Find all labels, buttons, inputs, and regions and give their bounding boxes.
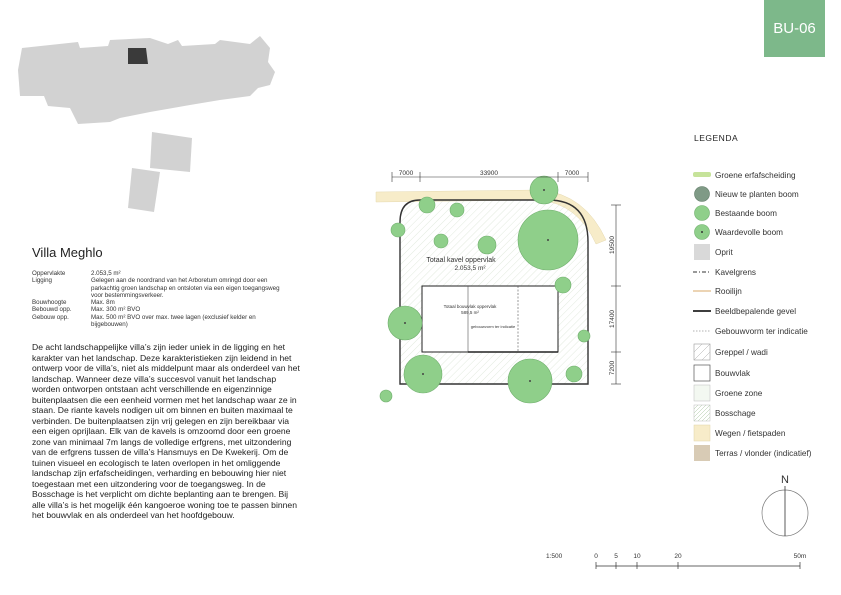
- property-label: Gebouw opp.: [32, 313, 69, 321]
- legend-label: Rooilijn: [715, 286, 742, 296]
- legend-label: Groene erfafscheiding: [715, 170, 796, 180]
- property-label: Ligging: [32, 277, 52, 285]
- legend-label: Kavelgrens: [715, 267, 756, 277]
- legend-label: Greppel / wadi: [715, 347, 768, 357]
- scale-tick-label: 10: [633, 553, 641, 560]
- north-label: N: [781, 474, 789, 486]
- building-area-label: Totaal bouwvlak oppervlak: [443, 304, 497, 309]
- plot-total-value: 2.053,5 m²: [454, 265, 486, 272]
- scale-tick-label: 0: [594, 553, 598, 560]
- scale-tick-label: 20: [674, 553, 682, 560]
- scale-ratio: 1:500: [546, 553, 563, 560]
- scale-tick-label: 50m: [793, 553, 807, 560]
- property-value: Max. 8m: [91, 299, 115, 307]
- property-value: 2.053,5 m²: [91, 270, 121, 277]
- legend-label: Wegen / fietspaden: [715, 428, 786, 438]
- dim-right-bottom: 7200: [609, 360, 616, 376]
- indicative-shape-label: gebouwvorm ter indicatie: [470, 324, 516, 329]
- villa-title: Villa Meghlo: [32, 245, 103, 260]
- villa-description: De acht landschappelijke villa’s zijn ieder uniek in de ligging en het karakter van het landschap. Deze karakteristieken zijn leidend in het ontwerp voor de villa’s, niet als middelpunt maar als onderdeel van het landschap. Wanneer deze villa’s succesvol vanuit het landschap worden ontworpen ontstaan acht verschillende en eigenzinnige buitenplaatsen die een eenheid vormen met het landschap waar ze in staan. De riante kavels nodigen uit om binnen en buiten maximaal te verbinden. De buitenplaatsen zijn vrij gelegen en zijn bereikbaar via een eigen oprijlaan. Elk van de kavels is omzoomd door een groene zone van minimaal 7m langs de volledige erfgrens, met uitzondering van de erfgrens tussen de villa’s Hansmuys en De Kwekerij. Om de tuinen visueel en ecologisch te laten overlopen in het omliggende landschap zijn erfafscheidingen, verharding en bebouwing hier niet toegestaan met een uitzondering voor de toegangsweg. In de Bosschage is het verplicht om dichte beplanting aan te brengen. Bij alle villa’s is het mogelijk één kangoeroe woning toe te passen binnen het bouwvlak en als onderdeel van het hoofdgebouw.: [32, 342, 300, 520]
- property-value: Max. 300 m² BVO: [91, 306, 141, 314]
- legend-label: Groene zone: [715, 388, 763, 398]
- legend-title: LEGENDA: [694, 133, 739, 143]
- legend-label: Nieuw te planten boom: [715, 189, 799, 199]
- dim-right-top: 19500: [609, 235, 616, 255]
- property-label: Bebouwd opp.: [32, 306, 72, 314]
- legend-label: Waardevolle boom: [715, 227, 783, 237]
- plot-total-label: Totaal kavel oppervlak: [426, 257, 496, 264]
- property-label: Bouwhoogte: [32, 299, 67, 307]
- legend-label: Bouwvlak: [715, 368, 751, 378]
- dim-top-left: 7000: [398, 170, 414, 177]
- legend-label: Beeldbepalende gevel: [715, 306, 797, 316]
- dim-right-middle: 17400: [609, 309, 616, 329]
- legend-label: Terras / vlonder (indicatief): [715, 448, 812, 458]
- property-value: Gelegen aan de noordrand van het Arboretum omringd door een parkachtig groen landschap en ontsloten via een eigen toegangsweg voor bestemmingsverkeer.: [91, 277, 280, 299]
- dim-top-middle: 33900: [479, 170, 499, 177]
- property-label: Oppervlakte: [32, 270, 66, 277]
- legend-label: Gebouwvorm ter indicatie: [715, 326, 808, 336]
- property-value: Max. 500 m² BVO over max. twee lagen (exclusief kelder en bijgebouwen): [91, 313, 256, 329]
- sheet-badge: BU-06: [764, 0, 825, 57]
- legend-label: Oprit: [715, 247, 733, 257]
- dim-top-right: 7000: [564, 170, 580, 177]
- building-area-value: 589,5 m²: [461, 310, 479, 315]
- scale-tick-label: 5: [614, 553, 618, 560]
- legend-label: Bosschage: [715, 408, 756, 418]
- legend-label: Bestaande boom: [715, 208, 777, 218]
